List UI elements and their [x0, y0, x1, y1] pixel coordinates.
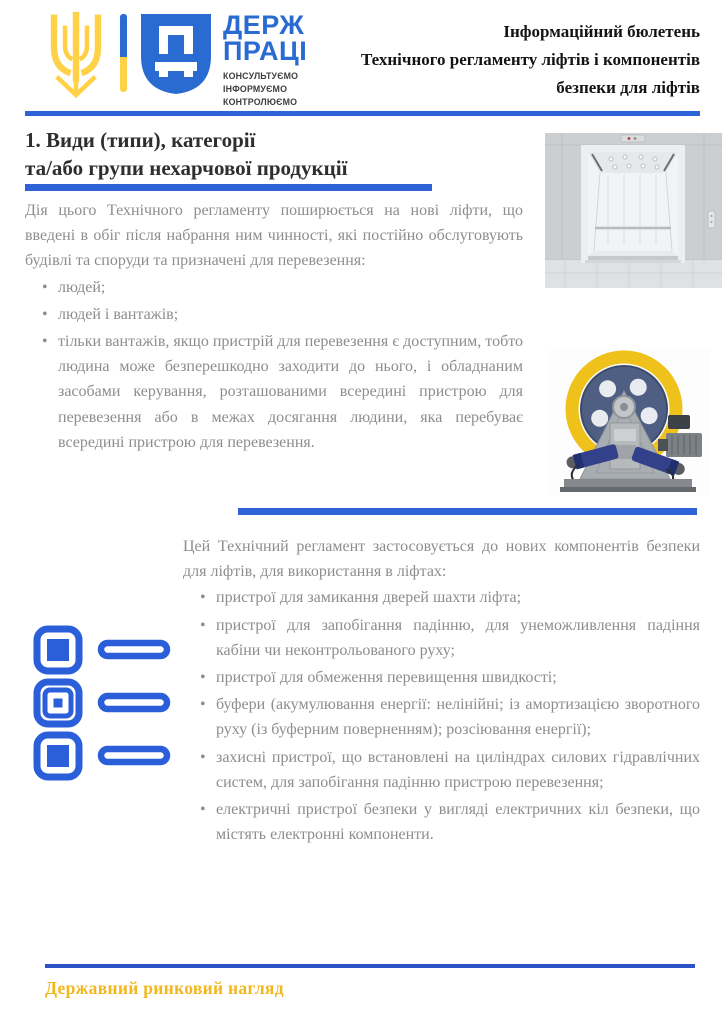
bulletin-title-line3: безпеки для ліфтів	[556, 78, 700, 97]
bullet-item: • пристрої для замикання дверей шахти ліфта;	[216, 585, 700, 610]
bullet-item: • захисні пристрої, що встановлені на циліндрах силових гідравлічних систем, для запобігання падінню пристрою перевезення;	[216, 745, 700, 795]
checklist-icon	[31, 624, 174, 782]
section2-intro: Цей Технічний регламент застосовується до нових компонентів безпеки для ліфтів, для використання в ліфтах:	[183, 538, 700, 581]
elevator-photo	[545, 133, 722, 288]
bullet-item: • буфери (акумулювання енергії: нелінійні; із амортизацією зворотного руху (із буферним поверненням); розсіювання енергії);	[216, 692, 700, 742]
logo-tagline-line3: КОНТРОЛЮЄМО	[223, 96, 298, 107]
bullet-item: • людей і вантажів;	[58, 302, 523, 327]
bullet-item: • електричні пристрої безпеки у вигляді електричних кіл безпеки, що містять електронні компоненти.	[216, 797, 700, 847]
section1-title-line1: 1. Види (типи), категорії	[25, 128, 256, 152]
logo-divider-bar	[120, 14, 127, 92]
header-rule	[25, 111, 700, 116]
logo-tagline-line1: КОНСУЛЬТУЄМО	[223, 71, 299, 82]
bulletin-title-line2: Технічного регламенту ліфтів і компонентів	[360, 50, 700, 69]
logo-org-line1: ДЕРЖ	[223, 10, 305, 40]
bullet-item: • пристрої для запобігання падінню, для унеможливлення падіння кабіни чи неконтрольованого руху;	[216, 613, 700, 663]
logo-org-line2: ПРАЦІ	[223, 35, 308, 66]
bulletin-title-line1: Інформаційний бюлетень	[503, 22, 700, 41]
footer-rule	[45, 964, 695, 968]
section-divider-rule	[238, 508, 697, 515]
ukraine-trident-icon	[44, 8, 108, 98]
section1-body	[25, 198, 523, 457]
section2-bullet-list	[183, 585, 700, 847]
section1-title-line2: та/або групи нехарчової продукції	[25, 156, 348, 180]
bullet-item: • тільки вантажів, якщо пристрій для перевезення є доступним, тобто людина може безперешкодно заходити до нього, і обладнаним засобами керування, розташованими всередині пристрою для перевезення або в межах досягання людини, яка перебуває всередині пристрою для перевезення.	[58, 329, 523, 455]
bulletin-title	[270, 18, 700, 102]
traction-machine-photo	[548, 349, 710, 496]
section2-body	[183, 534, 700, 849]
bullet-item: • людей;	[58, 275, 523, 300]
section1-title	[25, 126, 485, 182]
section1-intro: Дія цього Технічного регламенту поширюється на нові ліфти, що введені в обіг після набрання ним чинності, які постійно обслуговують будівлі та споруди та призначені для перевезення:	[25, 202, 523, 270]
bullet-item: • пристрої для обмеження перевищення швидкості;	[216, 665, 700, 690]
footer-label: Державний ринковий нагляд	[45, 978, 284, 998]
section1-bullet-list	[25, 275, 523, 455]
section1-title-underline	[25, 184, 432, 191]
logo-tagline-line2: ІНФОРМУЄМО	[223, 84, 288, 95]
derzhpratsi-shield-icon	[137, 10, 215, 98]
